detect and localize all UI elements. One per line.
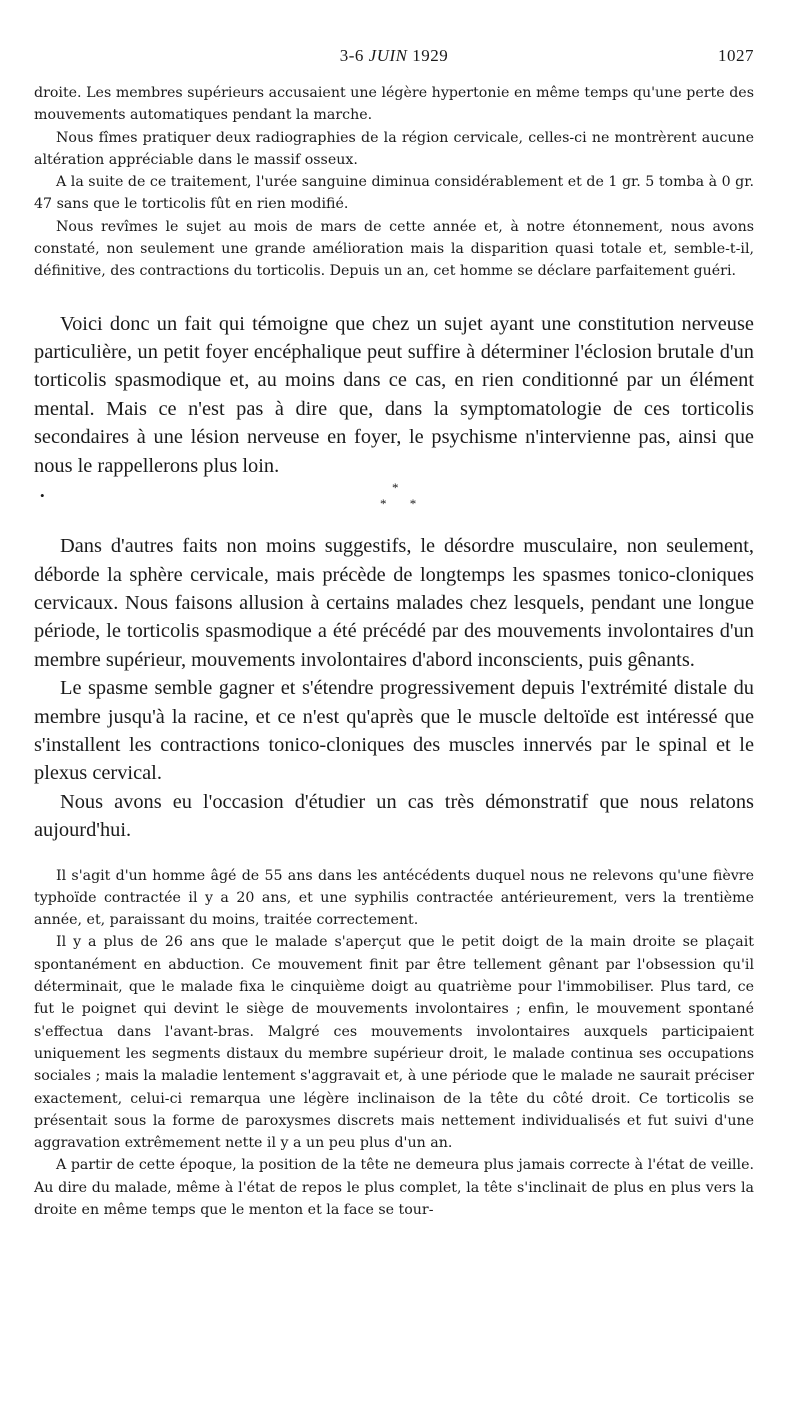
paragraph: Nous avons eu l'occasion d'étudier un cas très démonstratif que nous relatons aujourd'hui. [34,790,754,842]
paragraph: A partir de cette époque, la position de la tête ne demeura plus jamais correcte à l'état de veille. Au dire du malade, même à l'état de repos le plus complet, la tête s'inclinait de plus en plus vers la droite en même temps que le menton et la face se tour- [34,1157,754,1219]
date-year: 1929 [407,46,449,65]
paragraph: Il y a plus de 26 ans que le malade s'aperçut que le petit doigt de la main droite se plaçait spontanément en abduction. Ce mouvement finit par être tellement gênant par l'obsession qu'il déterminait, que le malade fixa le cinquième doigt au quatrième pour l'immobiliser. Plus tard, ce fut le poignet qui devint le siège de mouvements involontaires ; enfin, le mouvement spontané s'effectua dans l'avant-bras. Malgré ces mouvements involontaires auxquels participaient uniquement les segments distaux du membre supérieur droit, le malade continua ses occupations sociales ; mais la maladie lentement s'aggravait et, à une période que le malade ne saurait préciser exactement, celui-ci remarqua une légère inclinaison de la tête du côté droit. Ce torticolis se présentait sous la forme de paroxysmes discrets mais nettement individualisés et fut suivi d'une aggravation extrêmement nette il y a un peu plus d'un an. [34,934,754,1152]
section-separator [34,480,754,532]
separator-star-top: * [392,480,399,496]
paragraph: Nous revîmes le sujet au mois de mars de cette année et, à notre étonnement, nous avons constaté, non seulement une grande amélioration mais la disparition quasi totale et, semble-t-il, définitive, des contractions du torticolis. Depuis un an, cet homme se déclare parfaitement guéri. [34,218,754,280]
running-header [34,40,754,70]
date-days: 3-6 [339,46,369,65]
case-report-top [34,82,754,283]
paragraph: Nous fîmes pratiquer deux radiographies de la région cervicale, celles-ci ne montrèrent aucune altération appréciable dans le massif osseux. [34,129,754,168]
paragraph: droite. Les membres supérieurs accusaient une légère hypertonie en même temps qu'une perte des mouvements automatiques pendant la marche. [34,85,754,124]
case-report-bottom [34,865,754,1222]
paragraph: Voici donc un fait qui témoigne que chez un sujet ayant une constitution nerveuse particulière, un petit foyer encéphalique peut suffire à déterminer l'éclosion brutale d'un torticolis spasmodique et, au moins dans ce cas, en rien conditionné par un élément mental. Mais ce n'est pas à dire que, dans la symptomatologie de ces torticolis secondaires à une lésion nerveuse en foyer, le psychisme n'intervienne pas, ainsi que nous le rappellerons plus loin. [34,312,754,477]
main-text-2 [34,532,754,844]
date-month: JUIN [368,46,408,65]
main-text-1 [34,310,754,480]
separator-stars-bottom: * * [380,496,427,512]
paragraph: Il s'agit d'un homme âgé de 55 ans dans les antécédents duquel nous ne relevons qu'une fièvre typhoïde contractée il y a 20 ans, et une syphilis contractée antérieurement, vers la trentième année, et, paraissant du moins, traitée correctement. [34,867,754,929]
separator-dot: • [40,488,45,504]
paragraph: Dans d'autres faits non moins suggestifs, le désordre musculaire, non seulement, déborde la sphère cervicale, mais précède de longtemps les spasmes tonico-cloniques cervicaux. Nous faisons allusion à certains malades chez lesquels, pendant une longue période, le torticolis spasmodique a été précédé par des mouvements involontaires d'un membre supérieur, mouvements involontaires d'abord inconscients, puis gênants. [34,535,754,671]
paragraph: A la suite de ce traitement, l'urée sanguine diminua considérablement et de 1 gr. 5 tomba à 0 gr. 47 sans que le torticolis fût en rien modifié. [34,174,754,213]
journal-page [34,40,754,1221]
paragraph: Le spasme semble gagner et s'étendre progressivement depuis l'extrémité distale du membre jusqu'à la racine, et ce n'est qu'après que le muscle deltoïde est intéressé que s'installent les contractions tonico-cloniques des muscles innervés par le spinal et le plexus cervical. [34,677,754,785]
page-number: 1027 [718,46,754,65]
issue-date [34,46,754,66]
